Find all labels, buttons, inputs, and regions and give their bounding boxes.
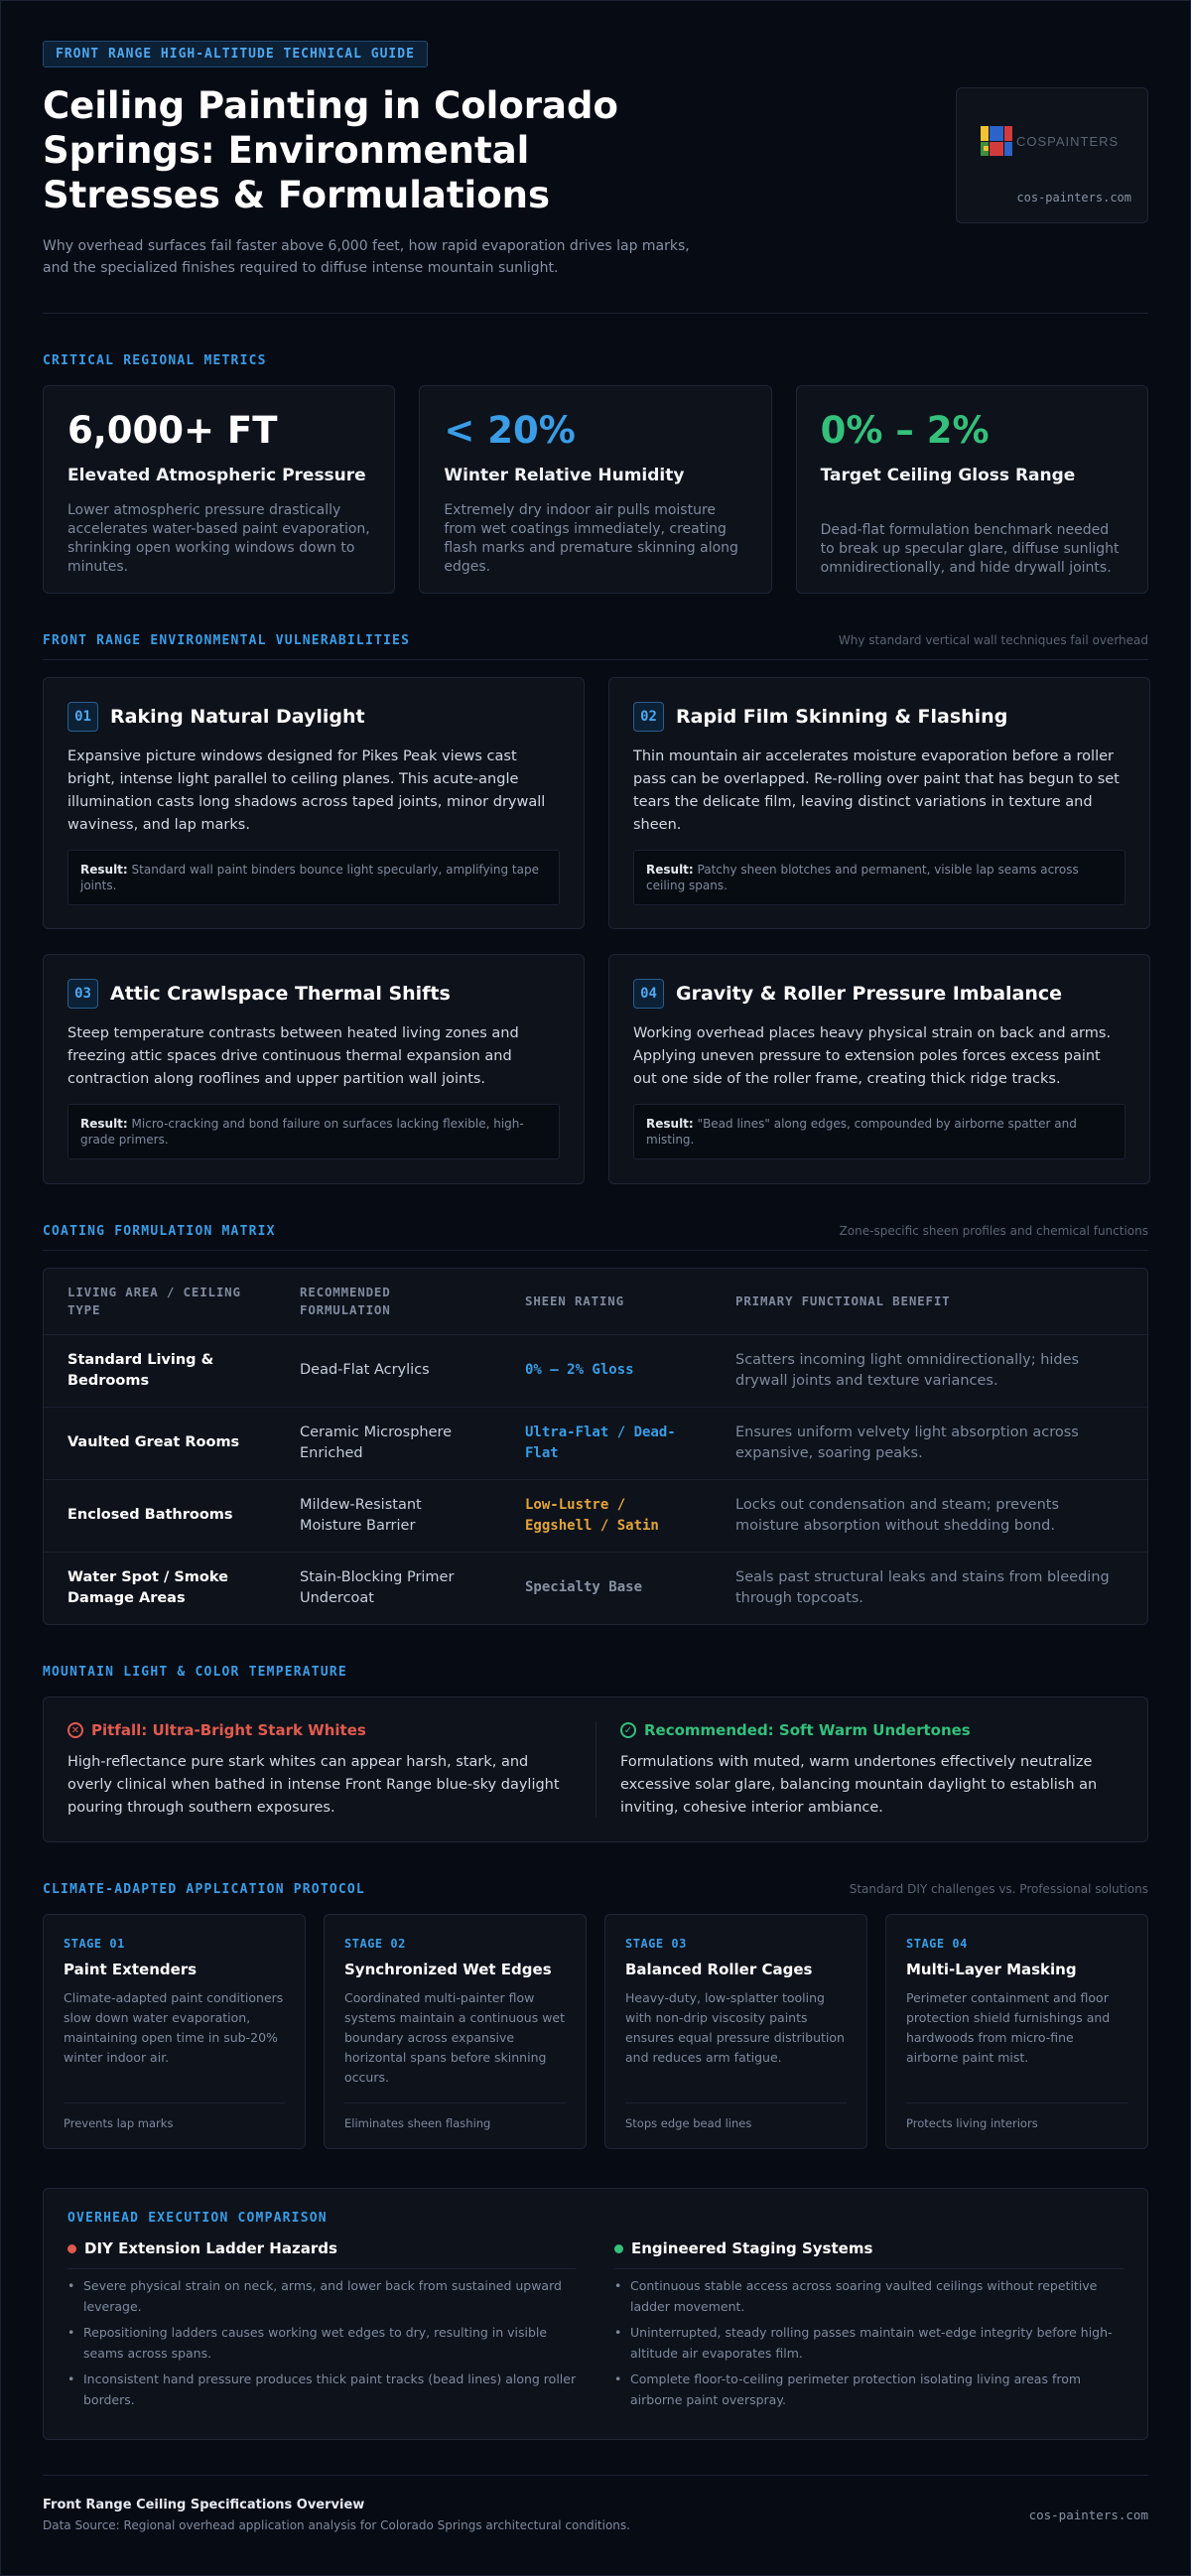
result-text: "Bead lines" along edges, compounded by airborne spatter and misting.: [646, 1117, 1077, 1147]
stage-outcome: Eliminates sheen flashing: [344, 2102, 566, 2148]
table-row: [44, 1407, 1147, 1479]
metric-label: Winter Relative Humidity: [444, 466, 685, 485]
cell-benefit: Scatters incoming light omnidirectionally; hides drywall joints and texture variances.: [712, 1334, 1147, 1407]
pitfall-title: Pitfall: Ultra-Bright Stark Whites: [91, 1721, 366, 1739]
vulnerability-card: [608, 677, 1150, 929]
stage-desc: Climate-adapted paint conditioners slow down water evaporation, maintaining open time in sub-20% winter indoor air.: [64, 1990, 284, 2065]
vulnerability-title: Rapid Film Skinning & Flashing: [676, 706, 1008, 728]
metric-value: 6,000+ FT: [67, 409, 278, 452]
list-item: • Uninterrupted, steady rolling passes maintain wet-edge integrity before high-altitude air evaporates film.: [614, 2322, 1124, 2364]
metric-value: < 20%: [444, 409, 576, 452]
stage-desc: Perimeter containment and floor protection shield furnishings and hardwoods from micro-fine airborne paint mist.: [906, 1990, 1111, 2065]
formulation-table: [44, 1269, 1147, 1624]
light-section: [43, 1665, 1148, 1842]
logo-wordmark: COSPAINTERS: [1016, 133, 1120, 149]
matrix-note: Zone-specific sheen profiles and chemical functions: [839, 1224, 1148, 1238]
diy-list: [67, 2275, 577, 2410]
cell-formulation: Ceramic Microsphere Enriched: [276, 1407, 501, 1479]
pitfall-body: High-reflectance pure stark whites can appear harsh, stark, and overly clinical when bathed in intense Front Range blue-sky daylight pouring through southern exposures.: [67, 1754, 560, 1816]
metrics-section-title: CRITICAL REGIONAL METRICS: [43, 353, 267, 368]
stage-title: Synchronized Wet Edges: [344, 1961, 552, 1978]
metric-card: [419, 385, 771, 594]
result-label: Result:: [646, 1117, 694, 1131]
list-item: • Severe physical strain on neck, arms, and lower back from sustained upward leverage.: [67, 2275, 577, 2317]
metrics-section: [43, 353, 1148, 594]
cell-area: Vaulted Great Rooms: [44, 1407, 276, 1479]
diy-title: DIY Extension Ladder Hazards: [84, 2239, 337, 2257]
list-item: • Repositioning ladders causes working wet edges to dry, resulting in visible seams across spans.: [67, 2322, 577, 2364]
pro-list: [614, 2275, 1124, 2410]
red-dot-icon: [67, 2244, 76, 2253]
result-label: Result:: [80, 1117, 128, 1131]
pro-column: [614, 2239, 1124, 2410]
vulnerability-number: 04: [633, 979, 664, 1009]
footer-url[interactable]: cos-painters.com: [1028, 2508, 1148, 2522]
vulnerability-body: Steep temperature contrasts between heated living zones and freezing attic spaces drive continuous thermal expansion and contraction along rooflines and upper partition wall joints.: [67, 1025, 519, 1087]
logo: [981, 126, 1127, 156]
vulnerability-title: Attic Crawlspace Thermal Shifts: [110, 983, 451, 1005]
header: [43, 41, 1148, 279]
pitfall-column: [67, 1721, 596, 1818]
cell-sheen: Low-Lustre / Eggshell / Satin: [501, 1479, 712, 1552]
protocol-note: Standard DIY challenges vs. Professional solutions: [849, 1882, 1148, 1896]
table-row: [44, 1479, 1147, 1552]
column-header: SHEEN RATING: [501, 1269, 712, 1334]
metric-card: [796, 385, 1148, 594]
protocol-section-title: CLIMATE-ADAPTED APPLICATION PROTOCOL: [43, 1882, 365, 1897]
vulnerabilities-grid: [43, 677, 1148, 1184]
vulnerabilities-section-title: FRONT RANGE ENVIRONMENTAL VULNERABILITIES: [43, 633, 411, 648]
column-header: LIVING AREA / CEILING TYPE: [44, 1269, 276, 1334]
stage-card: [324, 1914, 587, 2149]
stage-title: Balanced Roller Cages: [625, 1961, 813, 1978]
formulation-table-card: [43, 1268, 1148, 1625]
stage-number: STAGE 03: [625, 1937, 687, 1951]
vulnerability-title: Gravity & Roller Pressure Imbalance: [676, 983, 1063, 1005]
result-text: Standard wall paint binders bounce light specularly, amplifying tape joints.: [80, 863, 539, 892]
cell-sheen: Ultra-Flat / Dead-Flat: [501, 1407, 712, 1479]
stage-title: Multi-Layer Masking: [906, 1961, 1077, 1978]
list-item: • Continuous stable access across soaring vaulted ceilings without repetitive ladder movement.: [614, 2275, 1124, 2317]
result-text: Micro-cracking and bond failure on surfaces lacking flexible, high-grade primers.: [80, 1117, 524, 1147]
cell-formulation: Mildew-Resistant Moisture Barrier: [276, 1479, 501, 1552]
vulnerability-result: [633, 850, 1125, 905]
vulnerabilities-note: Why standard vertical wall techniques fail overhead: [838, 633, 1148, 647]
cell-area: Water Spot / Smoke Damage Areas: [67, 1568, 228, 1606]
protocol-section: [43, 1882, 1148, 2149]
vulnerability-result: [633, 1104, 1125, 1159]
vulnerabilities-section: [43, 633, 1148, 1184]
stage-number: STAGE 02: [344, 1937, 406, 1951]
metric-desc: Dead-flat formulation benchmark needed to break up specular glare, diffuse sunlight omnidirectionally, and hide drywall joints.: [820, 522, 1120, 576]
cell-sheen: Specialty Base: [525, 1579, 643, 1596]
light-section-title: MOUNTAIN LIGHT & COLOR TEMPERATURE: [43, 1665, 347, 1680]
section-divider: [43, 659, 1148, 660]
pitfall-heading: [67, 1721, 572, 1739]
result-text: Patchy sheen blotches and permanent, visible lap seams across ceiling spans.: [646, 863, 1079, 892]
stage-outcome: Prevents lap marks: [64, 2102, 285, 2148]
metric-label: Elevated Atmospheric Pressure: [67, 466, 366, 485]
result-label: Result:: [80, 863, 128, 877]
recommended-title: Recommended: Soft Warm Undertones: [644, 1721, 971, 1739]
logo-card[interactable]: [956, 87, 1148, 223]
stage-title: Paint Extenders: [64, 1961, 198, 1978]
logo-url[interactable]: cos-painters.com: [1016, 191, 1131, 204]
metric-value: 0% – 2%: [820, 409, 990, 452]
vulnerability-body: Thin mountain air accelerates moisture evaporation before a roller pass can be overlapped. Re-rolling over paint that has begun to set tears the delicate film, leaving distinct variations in texture and sheen.: [633, 748, 1120, 833]
vulnerability-body: Expansive picture windows designed for Pikes Peak views cast bright, intense light parallel to ceiling planes. This acute-angle illumination casts long shadows across taped joints, minor drywall waviness, and lap marks.: [67, 748, 546, 833]
column-header: RECOMMENDED FORMULATION: [276, 1269, 501, 1334]
metrics-row: [43, 385, 1148, 594]
stage-desc: Heavy-duty, low-splatter tooling with non-drip viscosity paints ensures equal pressure distribution and reduces arm fatigue.: [625, 1990, 845, 2065]
footer-source: Data Source: Regional overhead application analysis for Colorado Springs architectural conditions.: [43, 2518, 630, 2532]
recommended-heading: [620, 1721, 1124, 1739]
stage-card: [885, 1914, 1148, 2149]
vulnerability-number: 01: [67, 702, 98, 732]
section-divider: [43, 1250, 1148, 1251]
vulnerability-card: [608, 954, 1150, 1184]
column-header: PRIMARY FUNCTIONAL BENEFIT: [712, 1269, 1147, 1334]
comparison-card: [43, 2188, 1148, 2440]
metric-desc: Lower atmospheric pressure drastically accelerates water-based paint evaporation, shrinking open working windows down to minutes.: [67, 502, 370, 575]
header-divider: [43, 313, 1148, 314]
matrix-section: [43, 1224, 1148, 1625]
matrix-section-title: COATING FORMULATION MATRIX: [43, 1224, 276, 1239]
metric-label: Target Ceiling Gloss Range: [820, 466, 1076, 485]
stage-card: [43, 1914, 306, 2149]
cell-benefit: Ensures uniform velvety light absorption across expansive, soaring peaks.: [712, 1407, 1147, 1479]
stage-number: STAGE 01: [64, 1937, 125, 1951]
cell-sheen: 0% – 2% Gloss: [501, 1334, 712, 1407]
vulnerability-body: Working overhead places heavy physical strain on back and arms. Applying uneven pressure to extension poles forces excess paint out one side of the roller frame, creating thick ridge tracks.: [633, 1025, 1112, 1087]
header-text: [43, 41, 718, 279]
check-circle-icon: ✓: [620, 1722, 636, 1738]
table-header-row: [44, 1269, 1147, 1334]
stage-outcome: Stops edge bead lines: [625, 2102, 847, 2148]
table-row: [44, 1552, 1147, 1624]
vulnerability-result: [67, 850, 560, 905]
stage-outcome: Protects living interiors: [906, 2102, 1127, 2148]
vulnerability-card: [43, 677, 585, 929]
stage-card: [604, 1914, 867, 2149]
stage-desc: Coordinated multi-painter flow systems maintain a continuous wet boundary across expansive horizontal spans before skinning occurs.: [344, 1990, 566, 2085]
cell-benefit: Seals past structural leaks and stains from bleeding through topcoats.: [735, 1568, 1110, 1606]
cell-formulation: Dead-Flat Acrylics: [276, 1334, 501, 1407]
table-row: [44, 1334, 1147, 1407]
logo-mark-icon: [981, 126, 1012, 156]
footer: [43, 2475, 1148, 2532]
recommended-column: [596, 1721, 1124, 1818]
x-circle-icon: ✕: [67, 1722, 83, 1738]
cell-area: Standard Living & Bedrooms: [44, 1334, 276, 1407]
cell-area: Enclosed Bathrooms: [44, 1479, 276, 1552]
vulnerability-title: Raking Natural Daylight: [110, 706, 365, 728]
footer-title: Front Range Ceiling Specifications Overview: [43, 2498, 365, 2512]
list-item: • Complete floor-to-ceiling perimeter protection isolating living areas from airborne paint overspray.: [614, 2369, 1124, 2410]
green-dot-icon: [614, 2244, 623, 2253]
stages-row: [43, 1914, 1148, 2149]
comparison-section-title: OVERHEAD EXECUTION COMPARISON: [67, 2211, 328, 2226]
recommended-body: Formulations with muted, warm undertones effectively neutralize excessive solar glare, balancing mountain daylight to establish an inviting, cohesive interior ambiance.: [620, 1754, 1098, 1816]
vulnerability-card: [43, 954, 585, 1184]
result-label: Result:: [646, 863, 694, 877]
metric-desc: Extremely dry indoor air pulls moisture from wet coatings immediately, creating flash marks and premature skinning along edges.: [444, 502, 738, 575]
pro-title: Engineered Staging Systems: [631, 2239, 873, 2257]
cell-formulation: Stain-Blocking Primer Undercoat: [300, 1568, 455, 1606]
metric-card: [43, 385, 395, 594]
vulnerability-number: 03: [67, 979, 98, 1009]
list-item: • Inconsistent hand pressure produces thick paint tracks (bead lines) along roller borders.: [67, 2369, 577, 2410]
light-card: [43, 1696, 1148, 1842]
vulnerability-result: [67, 1104, 560, 1159]
vulnerability-number: 02: [633, 702, 664, 732]
cell-benefit: Locks out condensation and steam; prevents moisture absorption without shedding bond.: [712, 1479, 1147, 1552]
stage-number: STAGE 04: [906, 1937, 968, 1951]
guide-tag: FRONT RANGE HIGH-ALTITUDE TECHNICAL GUIDE: [43, 41, 428, 68]
page-subtitle: Why overhead surfaces fail faster above 6,000 feet, how rapid evaporation drives lap marks, and the specialized finishes required to diffuse intense mountain sunlight.: [43, 238, 690, 276]
page-title: Ceiling Painting in Colorado Springs: Environmental Stresses & Formulations: [43, 84, 618, 216]
diy-column: [67, 2239, 577, 2410]
